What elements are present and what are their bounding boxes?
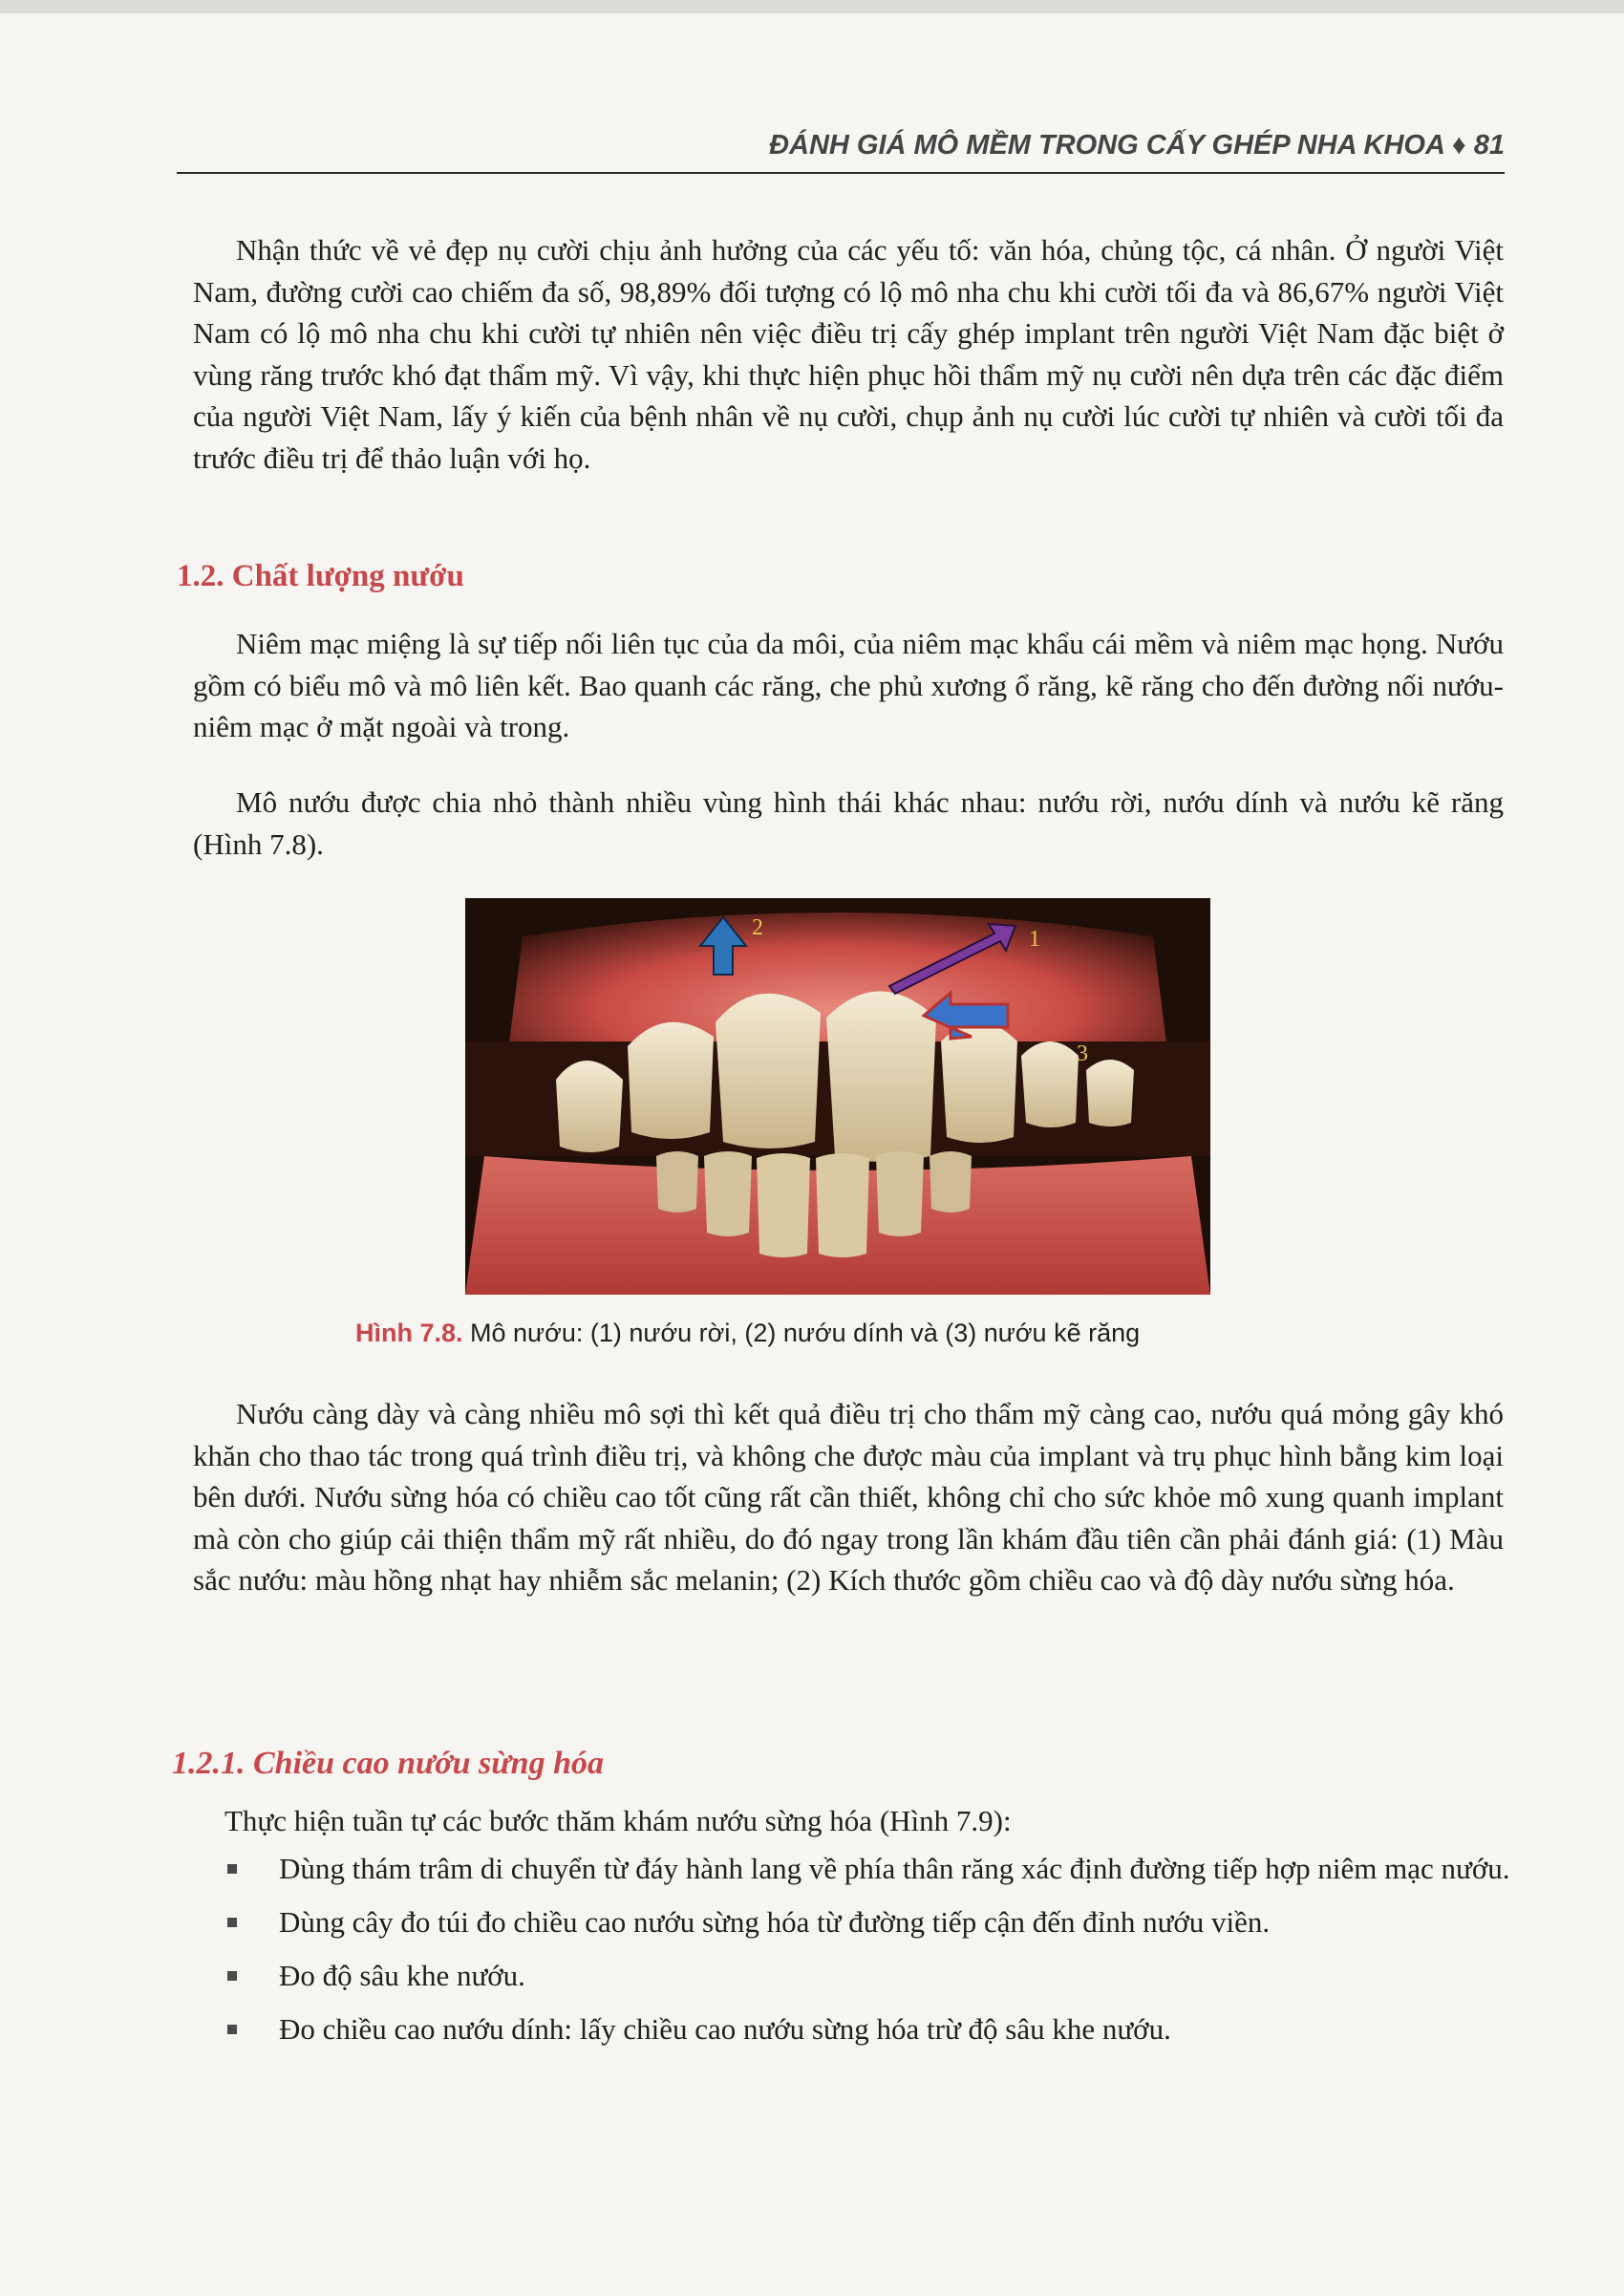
- marker-3: 3: [1077, 1041, 1088, 1066]
- list-item: [222, 2009, 1511, 2049]
- list-item-text: Đo chiều cao nướu dính: lấy chiều cao nướu sừng hóa trừ độ sâu khe nướu.: [279, 2012, 1171, 2046]
- bullet-square-icon: [227, 1971, 237, 1981]
- subsection-heading-keratinized-height: 1.2.1. Chiều cao nướu sừng hóa: [172, 1746, 604, 1781]
- figure-caption: [355, 1319, 1311, 1348]
- bullet-square-icon: [227, 1918, 237, 1927]
- paragraph-smile-aesthetics: Nhận thức về vẻ đẹp nụ cười chịu ảnh hưởng của các yếu tố: văn hóa, chủng tộc, cá nhân. Ở người Việt Nam, đường cười cao chiếm đa số, 98,89% đối tượng có lộ mô nha chu khi cười tối đa và 86,67% người Việt Nam có lộ mô nha chu khi cười tự nhiên nên việc điều trị cấy ghép implant trên người Việt Nam đặc biệt ở vùng răng trước khó đạt thẩm mỹ. Vì vậy, khi thực hiện phục hồi thẩm mỹ nụ cười nên dựa trên các đặc điểm của người Việt Nam, lấy ý kiến của bệnh nhân về nụ cười, chụp ảnh nụ cười lúc cười tự nhiên và cười tối đa trước điều trị để thảo luận với họ.: [193, 233, 1504, 475]
- marker-2: 2: [752, 915, 763, 940]
- list-item: [222, 1849, 1511, 1889]
- list-item-text: Dùng thám trâm di chuyển từ đáy hành lang về phía thân răng xác định đường tiếp hợp niêm mạc nướu.: [279, 1852, 1510, 1885]
- list-item-text: Đo độ sâu khe nướu.: [279, 1959, 525, 1992]
- steps-list: [222, 1849, 1511, 2063]
- gingiva-illustration: [465, 898, 1210, 1295]
- scan-edge: [0, 0, 1624, 13]
- paragraph-gingival-thickness: Nướu càng dày và càng nhiều mô sợi thì kết quả điều trị cho thẩm mỹ càng cao, nướu quá mỏng gây khó khăn cho thao tác trong quá trình điều trị, và không che được màu của implant và trụ phục hình bằng kim loại bên dưới. Nướu sừng hóa có chiều cao tốt cũng rất cần thiết, không chỉ cho sức khỏe mô xung quanh implant mà còn cho giúp cải thiện thẩm mỹ rất nhiều, do đó ngay trong lần khám đầu tiên cần phải đánh giá: (1) Màu sắc nướu: màu hồng nhạt hay nhiễm sắc melanin; (2) Kích thước gồm chiều cao và độ dày nướu sừng hóa.: [193, 1397, 1504, 1597]
- marker-1: 1: [1029, 927, 1040, 952]
- section-heading-gingival-quality: 1.2. Chất lượng nướu: [177, 559, 464, 593]
- steps-intro: Thực hiện tuần tự các bước thăm khám nướu sừng hóa (Hình 7.9):: [224, 1804, 1012, 1837]
- paragraph-oral-mucosa: Niêm mạc miệng là sự tiếp nối liên tục của da môi, của niêm mạc khẩu cái mềm và niêm mạc họng. Nướu gồm có biểu mô và mô liên kết. Bao quanh các răng, che phủ xương ổ răng, kẽ răng cho đến đường nối nướu-niêm mạc ở mặt ngoài và trong.: [193, 627, 1504, 743]
- caption-text: Mô nướu: (1) nướu rời, (2) nướu dính và (3) nướu kẽ răng: [462, 1319, 1141, 1347]
- header-title: ĐÁNH GIÁ MÔ MỀM TRONG CẤY GHÉP NHA KHOA ♦ 81: [769, 130, 1505, 161]
- paragraph-gingival-zones: Mô nướu được chia nhỏ thành nhiều vùng hình thái khác nhau: nướu rời, nướu dính và nướu kẽ răng (Hình 7.8).: [193, 785, 1504, 861]
- caption-label: Hình 7.8.: [355, 1319, 463, 1347]
- figure-gingiva-photo: [465, 898, 1210, 1295]
- running-header: [177, 122, 1505, 174]
- bullet-square-icon: [227, 2025, 237, 2034]
- list-item-text: Dùng cây đo túi đo chiều cao nướu sừng hóa từ đường tiếp cận đến đỉnh nướu viền.: [279, 1905, 1271, 1939]
- list-item: [222, 1902, 1511, 1942]
- list-item: [222, 1956, 1511, 1996]
- bullet-square-icon: [227, 1864, 237, 1874]
